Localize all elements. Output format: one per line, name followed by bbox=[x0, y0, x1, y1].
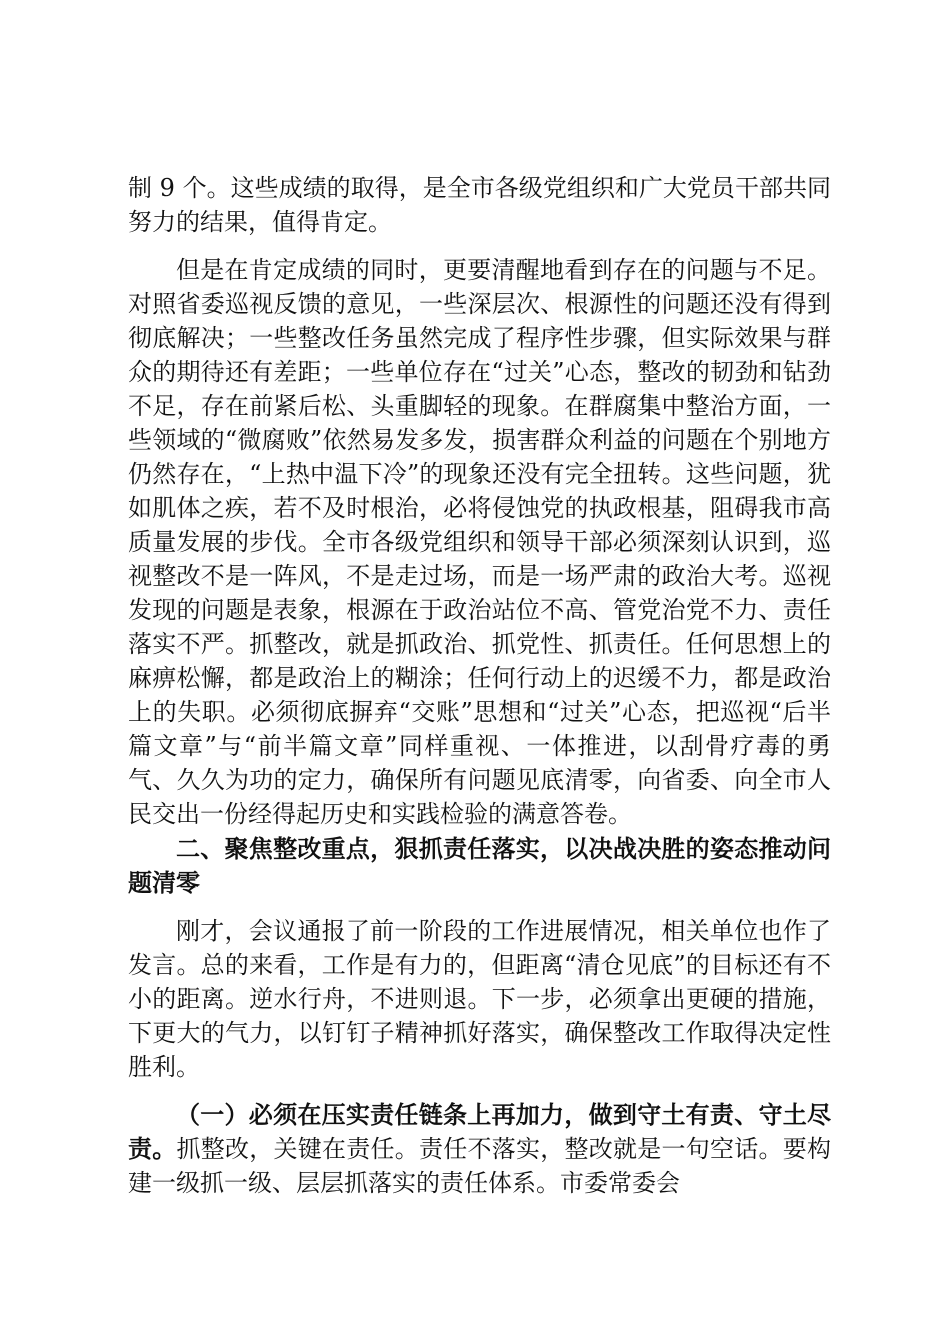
body-paragraph: 制 9 个。这些成绩的取得，是全市各级党组织和广大党员干部共同努力的结果，值得肯定。 bbox=[128, 174, 831, 236]
subsection-body-text: 抓整改，关键在责任。责任不落实，整改就是一句空话。要构建一级抓一级、层层抓落实的责任体系。市委常委会 bbox=[128, 1135, 831, 1197]
section-heading: 二、聚焦整改重点，狠抓责任落实，以决战决胜的姿态推动问题清零 bbox=[128, 834, 831, 897]
subsection-heading: （一）必须在压实责任链条上再加力，做到守土有责、守土尽责。 bbox=[128, 1100, 831, 1163]
body-paragraph-with-subheading bbox=[128, 1098, 831, 1200]
body-paragraph: 刚才，会议通报了前一阶段的工作进展情况，相关单位也作了发言。总的来看，工作是有力的，但距离“清仓见底”的目标还有不小的距离。逆水行舟，不进则退。下一步，必须拿出更硬的措施，下更大的气力，以钉钉子精神抓好落实，确保整改工作取得决定性胜利。 bbox=[128, 917, 831, 1081]
body-paragraph: 但是在肯定成绩的同时，更要清醒地看到存在的问题与不足。对照省委巡视反馈的意见，一些深层次、根源性的问题还没有得到彻底解决；一些整改任务虽然完成了程序性步骤，但实际效果与群众的期待还有差距；一些单位存在“过关”心态，整改的韧劲和钻劲不足，存在前紧后松、头重脚轻的现象。在群腐集中整治方面，一些领域的“微腐败”依然易发多发，损害群众利益的问题在个别地方仍然存在，“上热中温下冷”的现象还没有完全扭转。这些问题，犹如肌体之疾，若不及时根治，必将侵蚀党的执政根基，阻碍我市高质量发展的步伐。全市各级党组织和领导干部必须深刻认识到，巡视整改不是一阵风，不是走过场，而是一场严肃的政治大考。巡视发现的问题是表象，根源在于政治站位不高、管党治党不力、责任落实不严。抓整改，就是抓政治、抓党性、抓责任。任何思想上的麻痹松懈，都是政治上的糊涂；任何行动上的迟缓不力，都是政治上的失职。必须彻底摒弃“交账”思想和“过关”心态，把巡视“后半篇文章”与“前半篇文章”同样重视、一体推进，以刮骨疗毒的勇气、久久为功的定力，确保所有问题见底清零，向省委、向全市人民交出一份经得起历史和实践检验的满意答卷。 bbox=[128, 256, 831, 828]
